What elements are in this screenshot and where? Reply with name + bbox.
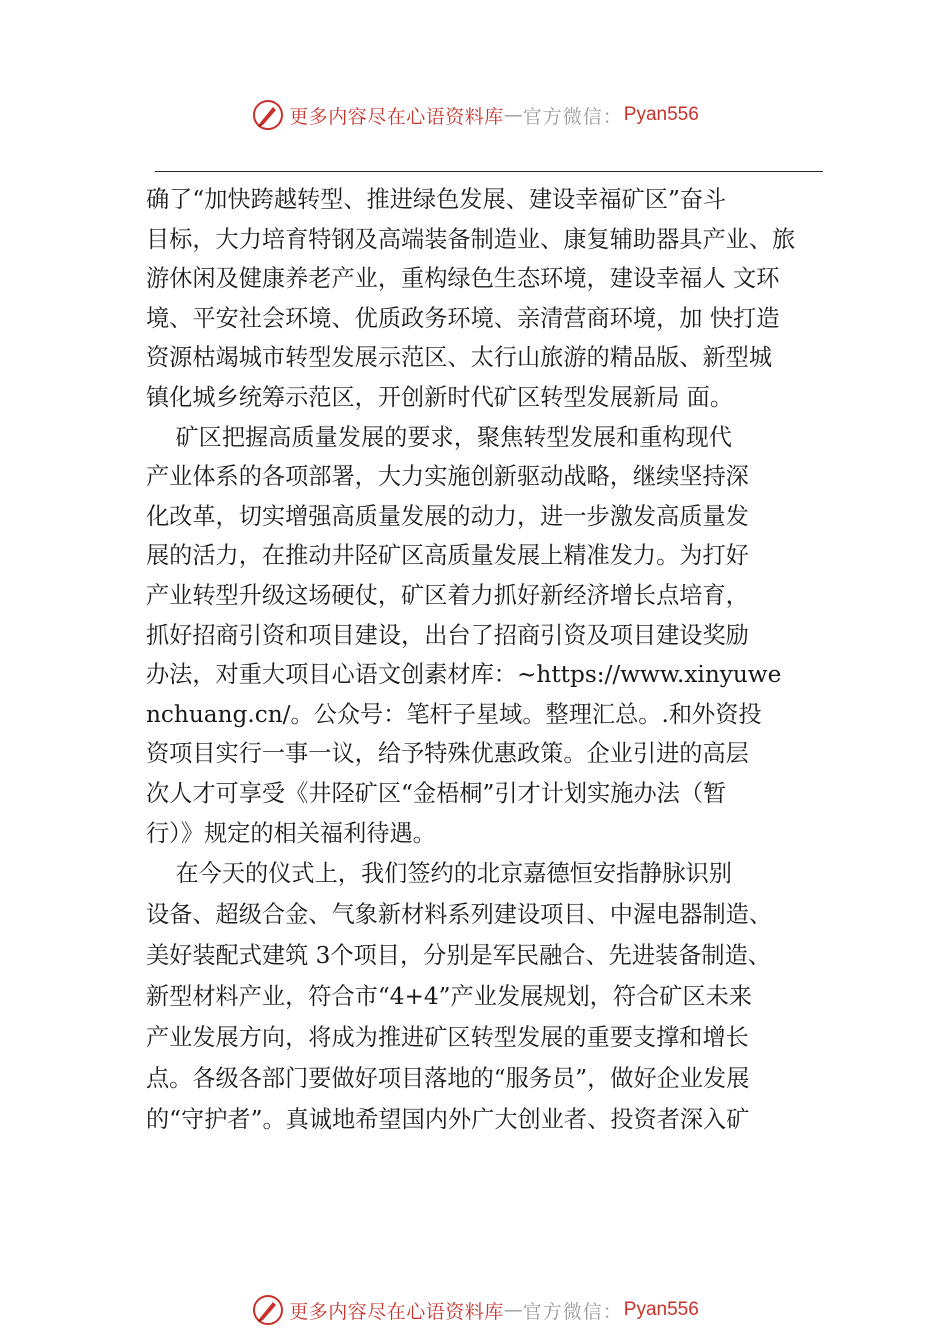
text-line: 目标，大力培育特钢及高端装备制造业、康复辅助器具产业、旅 bbox=[146, 225, 796, 253]
paragraph-1 bbox=[146, 180, 836, 418]
text-line: 在今天的仪式上，我们签约的北京嘉德恒安指静脉识别 bbox=[146, 860, 732, 888]
text-line: 产业转型升级这场硬仗，矿区着力抓好新经济增长点培育， bbox=[146, 581, 749, 609]
text-line: 设备、超级合金、气象新材料系列建设项目、中渥电器制造、 bbox=[146, 901, 773, 929]
header-watermark bbox=[0, 95, 950, 135]
watermark-main-text: 更多内容尽在心语资料库 bbox=[289, 105, 504, 128]
text-line: 化改革，切实增强高质量发展的动力，进一步激发高质量发 bbox=[146, 502, 749, 530]
text-line: 确了“加快跨越转型、推进绿色发展、建设幸福矿区”奋斗 bbox=[146, 186, 727, 213]
quill-pen-logo-icon bbox=[251, 1293, 285, 1327]
watermark-separator: ： bbox=[602, 1300, 622, 1323]
watermark-account: Pyan556 bbox=[623, 1299, 699, 1320]
header-divider bbox=[155, 171, 823, 172]
text-line: 游休闲及健康养老产业，重构绿色生态环境，建设幸福人 文环 bbox=[146, 265, 780, 293]
text-line: 行）》规定的相关福利待遇。 bbox=[146, 819, 436, 847]
text-line: 展的活力，在推动井陉矿区高质量发展上精准发力。为打好 bbox=[146, 542, 749, 570]
quill-pen-logo-icon bbox=[251, 98, 285, 132]
text-line: 境、平安社会环境、优质政务环境、亲清营商环境，加 快打造 bbox=[146, 304, 780, 332]
paragraph-2 bbox=[146, 418, 836, 854]
text-line: 资项目实行一事一议，给予特殊优惠政策。企业引进的高层 bbox=[146, 740, 749, 768]
watermark-label: 官方微信 bbox=[522, 1300, 603, 1323]
watermark-label: 官方微信 bbox=[522, 105, 603, 128]
watermark-main-text: 更多内容尽在心语资料库 bbox=[289, 1300, 504, 1323]
text-line: nchuang.cn/。公众号：笔杆子星域。整理汇总。.和外资投 bbox=[146, 700, 762, 728]
paragraph-3 bbox=[146, 853, 836, 1140]
text-line: 美好装配式建筑 3个项目，分别是军民融合、先进装备制造、 bbox=[146, 942, 771, 970]
text-line: 点。各级各部门要做好项目落地的“服务员”，做好企业发展 bbox=[146, 1065, 750, 1093]
watermark-dash: — bbox=[503, 1299, 523, 1321]
text-line: 的“守护者”。真诚地希望国内外广大创业者、投资者深入矿 bbox=[146, 1106, 750, 1134]
text-line: 次人才可享受《井陉矿区“金梧桐”引才计划实施办法（暂 bbox=[146, 779, 727, 807]
text-line: 新型材料产业，符合市“4+4”产业发展规划，符合矿区未来 bbox=[146, 983, 752, 1011]
watermark-account: Pyan556 bbox=[623, 104, 699, 125]
watermark-separator: ： bbox=[602, 105, 622, 128]
text-line: 产业体系的各项部署，大力实施创新驱动战略，继续坚持深 bbox=[146, 463, 749, 491]
text-line: 镇化城乡统筹示范区，开创新时代矿区转型发展新局 面。 bbox=[146, 383, 734, 411]
text-line: 办法，对重大项目心语文创素材库：~https://www.xinyuwe bbox=[146, 661, 782, 689]
text-line: 资源枯竭城市转型发展示范区、太行山旅游的精品版、新型城 bbox=[146, 344, 773, 372]
footer-watermark bbox=[0, 1290, 950, 1330]
watermark-dash: — bbox=[503, 104, 523, 126]
document-body bbox=[146, 180, 836, 1140]
text-line: 抓好招商引资和项目建设，出台了招商引资及项目建设奖励 bbox=[146, 621, 749, 649]
text-line: 矿区把握高质量发展的要求，聚焦转型发展和重构现代 bbox=[146, 423, 732, 451]
text-line: 产业发展方向，将成为推进矿区转型发展的重要支撑和增长 bbox=[146, 1024, 749, 1052]
